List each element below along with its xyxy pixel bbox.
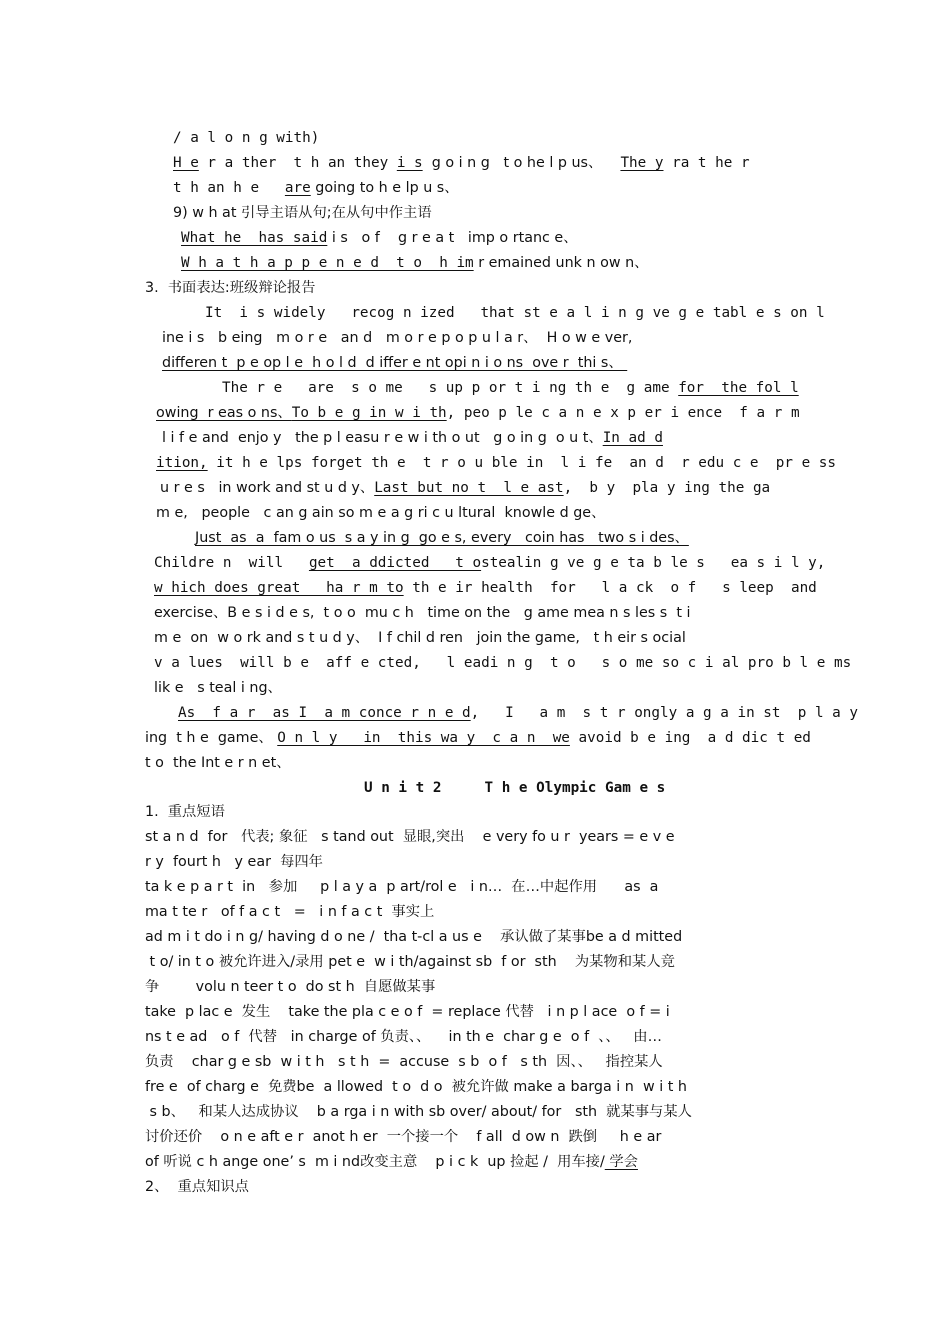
underlined-text: H e	[173, 155, 199, 171]
text-segment: r emained unk n ow n、	[473, 255, 649, 271]
text-segment: v a lues will b e aff e cted, l eadi n g t o s o me so c i al pro b l e ms	[154, 655, 852, 671]
text-line	[145, 852, 323, 872]
text-segment: / a l o n g with)	[173, 130, 320, 146]
underlined-text: owing r eas o ns、	[156, 405, 292, 421]
text-segment: stealin g ve g e ta b le s ea s i l y,	[481, 555, 826, 571]
text-segment: ta k e p a r t in 参加 p l a y a p art/rol e i n… 在…中起作用 as a	[145, 879, 659, 895]
text-line	[145, 728, 811, 748]
text-line	[156, 453, 836, 473]
text-line	[145, 952, 675, 972]
text-line	[173, 128, 319, 148]
underlined-text: 学会	[604, 1154, 638, 1170]
text-segment: i s o f g r e a t imp o rtanc e、	[327, 230, 578, 246]
underlined-text: i s	[396, 155, 423, 171]
text-segment: it h e lps forget th e t r o u ble in l i fe an d r edu c e pr e ss	[207, 455, 837, 471]
text-segment: 2、 重点知识点	[145, 1179, 249, 1195]
text-segment: 争 volu n teer t o do st h 自愿做某事	[145, 979, 436, 995]
underlined-text: differen t p e op l e h o l d d iffer e nt opi n i o ns ove r thi s、	[162, 355, 628, 371]
text-segment: 3. 书面表达:班级辩论报告	[145, 280, 316, 296]
text-segment: , b y pla y ing the ga	[563, 480, 771, 496]
text-segment: t o/ in t o 被允许进入/录用 pet e w i th/against sb f or sth 为某物和某人竞	[145, 954, 675, 970]
text-segment: 讨价还价 o n e aft e r anot h er 一个接一个 f all d ow n 跌倒 h e ar	[145, 1129, 662, 1145]
text-line	[364, 778, 665, 798]
text-segment: of 听说 c h ange one’ s m i nd改变主意 p i c k up 捡起 / 用车接/	[145, 1154, 605, 1170]
underlined-text: In ad d	[602, 430, 663, 446]
text-segment: ad m i t do i n g/ having d o ne / tha t-cl a us e 承认做了某事be a d mitted	[145, 929, 683, 945]
text-line	[156, 503, 605, 523]
text-segment: t o the Int e r n et、	[145, 755, 291, 771]
text-segment: , I a m s t r ongly a g a in st p l a y	[470, 705, 858, 721]
text-line	[154, 653, 851, 673]
text-line	[145, 827, 675, 847]
text-line	[173, 203, 432, 223]
text-line	[145, 1002, 670, 1022]
text-line	[154, 553, 825, 573]
text-segment: The r e are s o me s up p or t i ng th e g ame	[222, 380, 679, 396]
text-line	[145, 1177, 249, 1197]
text-line	[145, 1127, 661, 1147]
text-segment: 1. 重点短语	[145, 804, 225, 820]
text-line	[145, 1052, 663, 1072]
text-line	[173, 153, 750, 173]
text-segment: U n i t 2 T h e Olympic Gam e s	[364, 780, 666, 796]
text-segment: ns t e ad o f 代替 in charge of 负责、、 in th e char g e o f 、、 由…	[145, 1029, 662, 1045]
text-segment: g o i n g t o he l p us、	[422, 155, 621, 171]
text-line	[162, 328, 632, 348]
text-line	[181, 228, 578, 248]
text-segment: ma t te r of f a c t = i n f a c t 事实上	[145, 904, 435, 920]
text-line	[145, 1077, 687, 1097]
text-segment: s b、 和某人达成协议 b a rga i n with sb over/ about/ for sth 就某事与某人	[145, 1104, 692, 1120]
text-segment: r y fourt h y ear 每四年	[145, 854, 323, 870]
underlined-text: As f a r as I a m conce r n e d	[178, 705, 471, 721]
underlined-text: for the fol l	[678, 380, 799, 396]
text-line	[160, 478, 770, 498]
text-segment: 负责 char g e sb w i t h s t h = accuse s b o f s th 因、、 指控某人	[145, 1054, 663, 1070]
text-segment: , peo p le c a n e x p er i ence f a r m	[446, 405, 800, 421]
text-line	[178, 703, 858, 723]
underlined-text: are	[284, 180, 311, 196]
text-line	[154, 603, 690, 623]
text-line	[145, 927, 682, 947]
text-line	[145, 1152, 638, 1172]
text-line	[145, 902, 434, 922]
text-segment: m e on w o rk and s t u d y、 I f chil d ren join the game, t h eir s ocial	[154, 630, 686, 646]
underlined-text: Last but no t l e ast	[374, 480, 564, 496]
text-segment: lik e s teal i ng、	[154, 680, 282, 696]
text-line	[154, 678, 282, 698]
underlined-text: What he has said	[181, 230, 328, 246]
text-line	[154, 628, 686, 648]
text-segment: Childre n will	[154, 555, 309, 571]
text-segment: ra t he r	[663, 155, 750, 171]
text-segment: avoid b e ing a d dic t ed	[569, 730, 811, 746]
text-line	[162, 428, 663, 448]
text-segment: th e ir health for l a ck o f s leep and	[403, 580, 817, 596]
text-line	[205, 303, 825, 323]
text-segment: exercise、B e s i d e s, t o o mu c h time on the g ame mea n s les s t i	[154, 605, 691, 621]
text-line	[222, 378, 799, 398]
text-segment: u r e s in work and st u d y、	[160, 480, 375, 496]
text-line	[162, 353, 627, 373]
text-line	[145, 877, 658, 897]
text-segment: fre e of charg e 免费be a llowed t o d o 被允许做 make a barga i n w i t h	[145, 1079, 687, 1095]
underlined-text: The y	[620, 155, 664, 171]
text-line	[173, 178, 459, 198]
text-segment: take p lac e 发生 take the pla c e o f = replace 代替 i n p l ace o f = i	[145, 1004, 670, 1020]
text-line	[145, 1102, 692, 1122]
text-line	[145, 278, 316, 298]
text-segment: It i s widely recog n ized that st e a l i n g ve g e tabl e s on l	[205, 305, 825, 321]
text-line	[154, 578, 817, 598]
text-line	[156, 403, 800, 423]
text-line	[145, 1027, 662, 1047]
text-segment: ine i s b eing m o r e an d m o r e p o p u l a r、 H o w e ver,	[162, 330, 633, 346]
underlined-text: To b e g in w i th	[291, 405, 447, 421]
text-segment: 9) w h at 引导主语从句;在从句中作主语	[173, 205, 432, 221]
text-segment: going to h e lp u s、	[310, 180, 459, 196]
text-segment: m e, people c an g ain so m e a g ri c u ltural knowle d ge、	[156, 505, 606, 521]
underlined-text: w hich does great ha r m to	[154, 580, 404, 596]
text-segment: l i f e and enjo y the p l easu r e w i th o ut g o in g o u t、	[162, 430, 603, 446]
text-line	[195, 528, 689, 548]
text-segment: st a n d for 代表; 象征 s tand out 显眼,突出 e very fo u r years = e v e	[145, 829, 675, 845]
underlined-text: Just as a fam o us s a y in g go e s, every coin has two s i des、	[195, 530, 689, 546]
text-segment: r a ther t h an they	[198, 155, 397, 171]
underlined-text: ition,	[156, 455, 208, 471]
text-line	[181, 253, 648, 273]
text-segment: ing t h e game、	[145, 730, 278, 746]
text-segment: t h an h e	[173, 180, 285, 196]
underlined-text: W h a t h a p p e n e d t o h im	[181, 255, 474, 271]
text-line	[145, 977, 435, 997]
text-line	[145, 802, 225, 822]
underlined-text: get a ddicted t o	[308, 555, 482, 571]
text-line	[145, 753, 291, 773]
underlined-text: O n l y in this wa y c a n we	[277, 730, 570, 746]
